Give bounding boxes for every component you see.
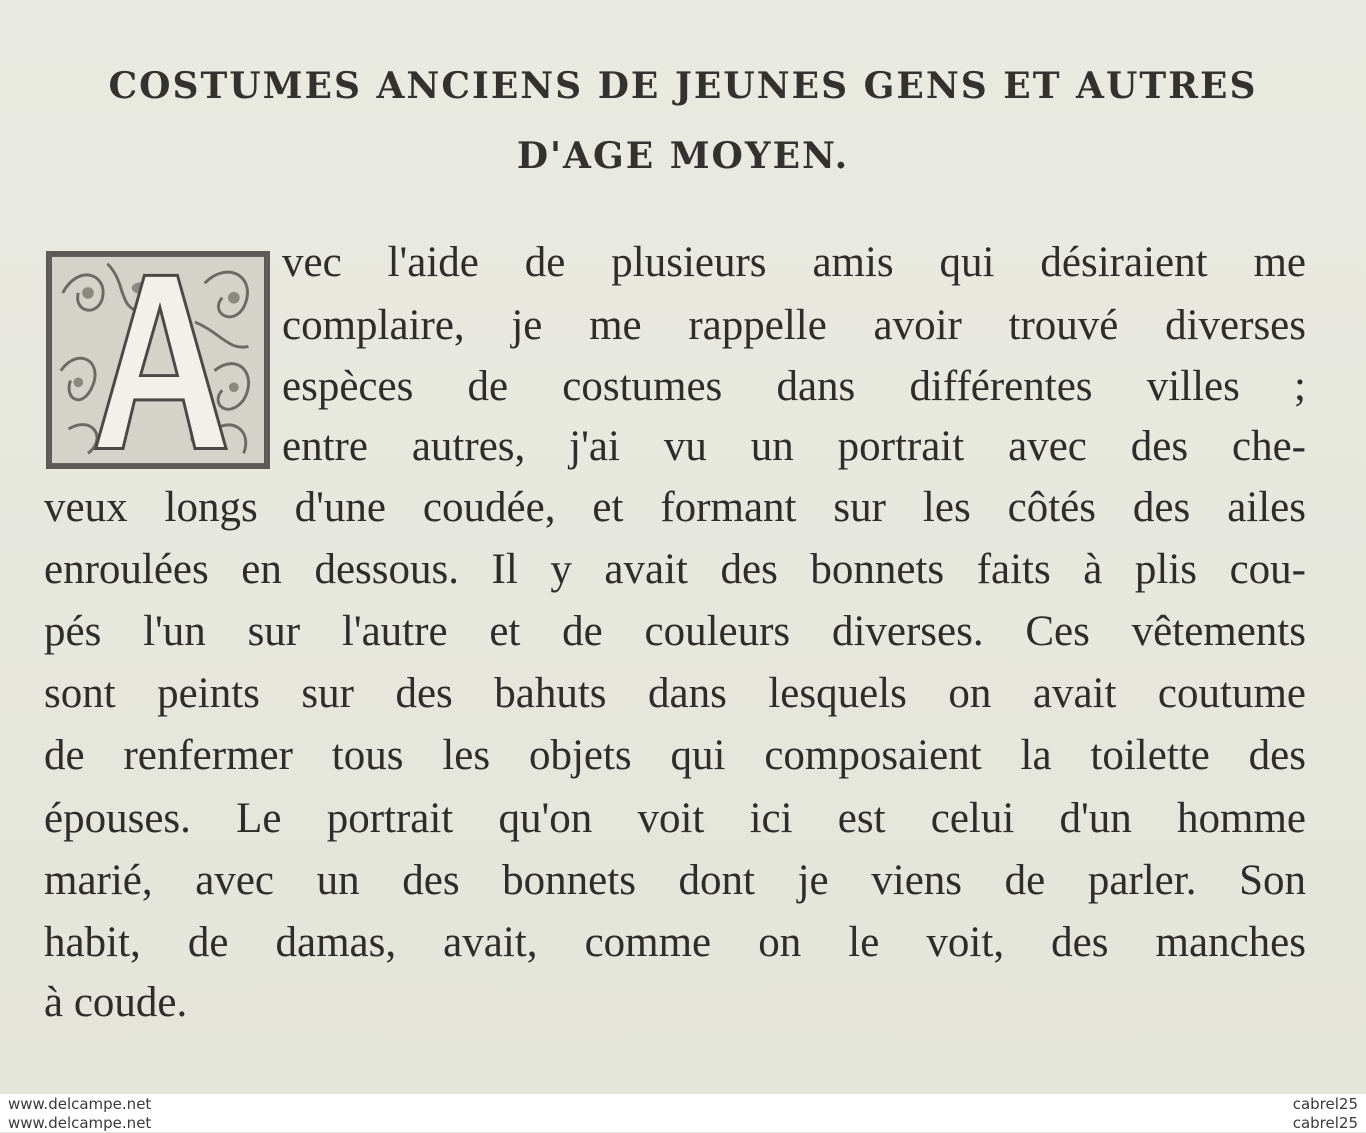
page-title-line-2: D'AGE MOYEN. <box>516 135 850 177</box>
footer-right <box>1293 1095 1358 1133</box>
paragraph-line-3: espèces de costumes dans différentes villes ; <box>282 363 1306 410</box>
paragraph-line-5: veux longs d'une coudée, et formant sur les côtés des ailes <box>44 484 1306 531</box>
paragraph-line-6: enroulées en dessous. Il y avait des bonnets faits à plis cou- <box>44 546 1306 593</box>
paragraph-line-13: à coude. <box>44 979 188 1026</box>
page-title-line-1: COSTUMES ANCIENS DE JEUNES GENS ET AUTRES <box>108 65 1258 107</box>
paragraph-line-4: entre autres, j'ai vu un portrait avec des che- <box>282 423 1306 470</box>
paragraph-line-8: sont peints sur des bahuts dans lesquels on avait coutume <box>44 670 1306 717</box>
paragraph-line-2: complaire, je me rappelle avoir trouvé diverses <box>282 302 1306 349</box>
paragraph-line-12: habit, de damas, avait, comme on le voit, des manches <box>44 919 1306 966</box>
paragraph-line-9: de renfermer tous les objets qui composaient la toilette des <box>44 732 1306 779</box>
ornamental-drop-cap <box>46 251 270 469</box>
paragraph-line-11: marié, avec un des bonnets dont je viens de parler. Son <box>44 857 1306 904</box>
watermark-footer <box>0 1094 1366 1132</box>
paragraph-line-7: pés l'un sur l'autre et de couleurs diverses. Ces vêtements <box>44 608 1306 655</box>
paragraph-line-10: épouses. Le portrait qu'on voit ici est celui d'un homme <box>44 795 1306 842</box>
paragraph-line-1 <box>282 232 1306 294</box>
seller-name-1: cabrel25 <box>1292 1095 1358 1113</box>
site-link-1[interactable]: www.delcampe.net <box>8 1095 152 1113</box>
seller-name-2: cabrel25 <box>1292 1114 1358 1132</box>
drop-cap-ornament-icon <box>49 254 267 466</box>
paragraph-line-1-text: vec l'aide de plusieurs amis qui désiraient me <box>282 239 1306 286</box>
footer-left <box>8 1095 151 1133</box>
site-link-2[interactable]: www.delcampe.net <box>8 1114 152 1132</box>
